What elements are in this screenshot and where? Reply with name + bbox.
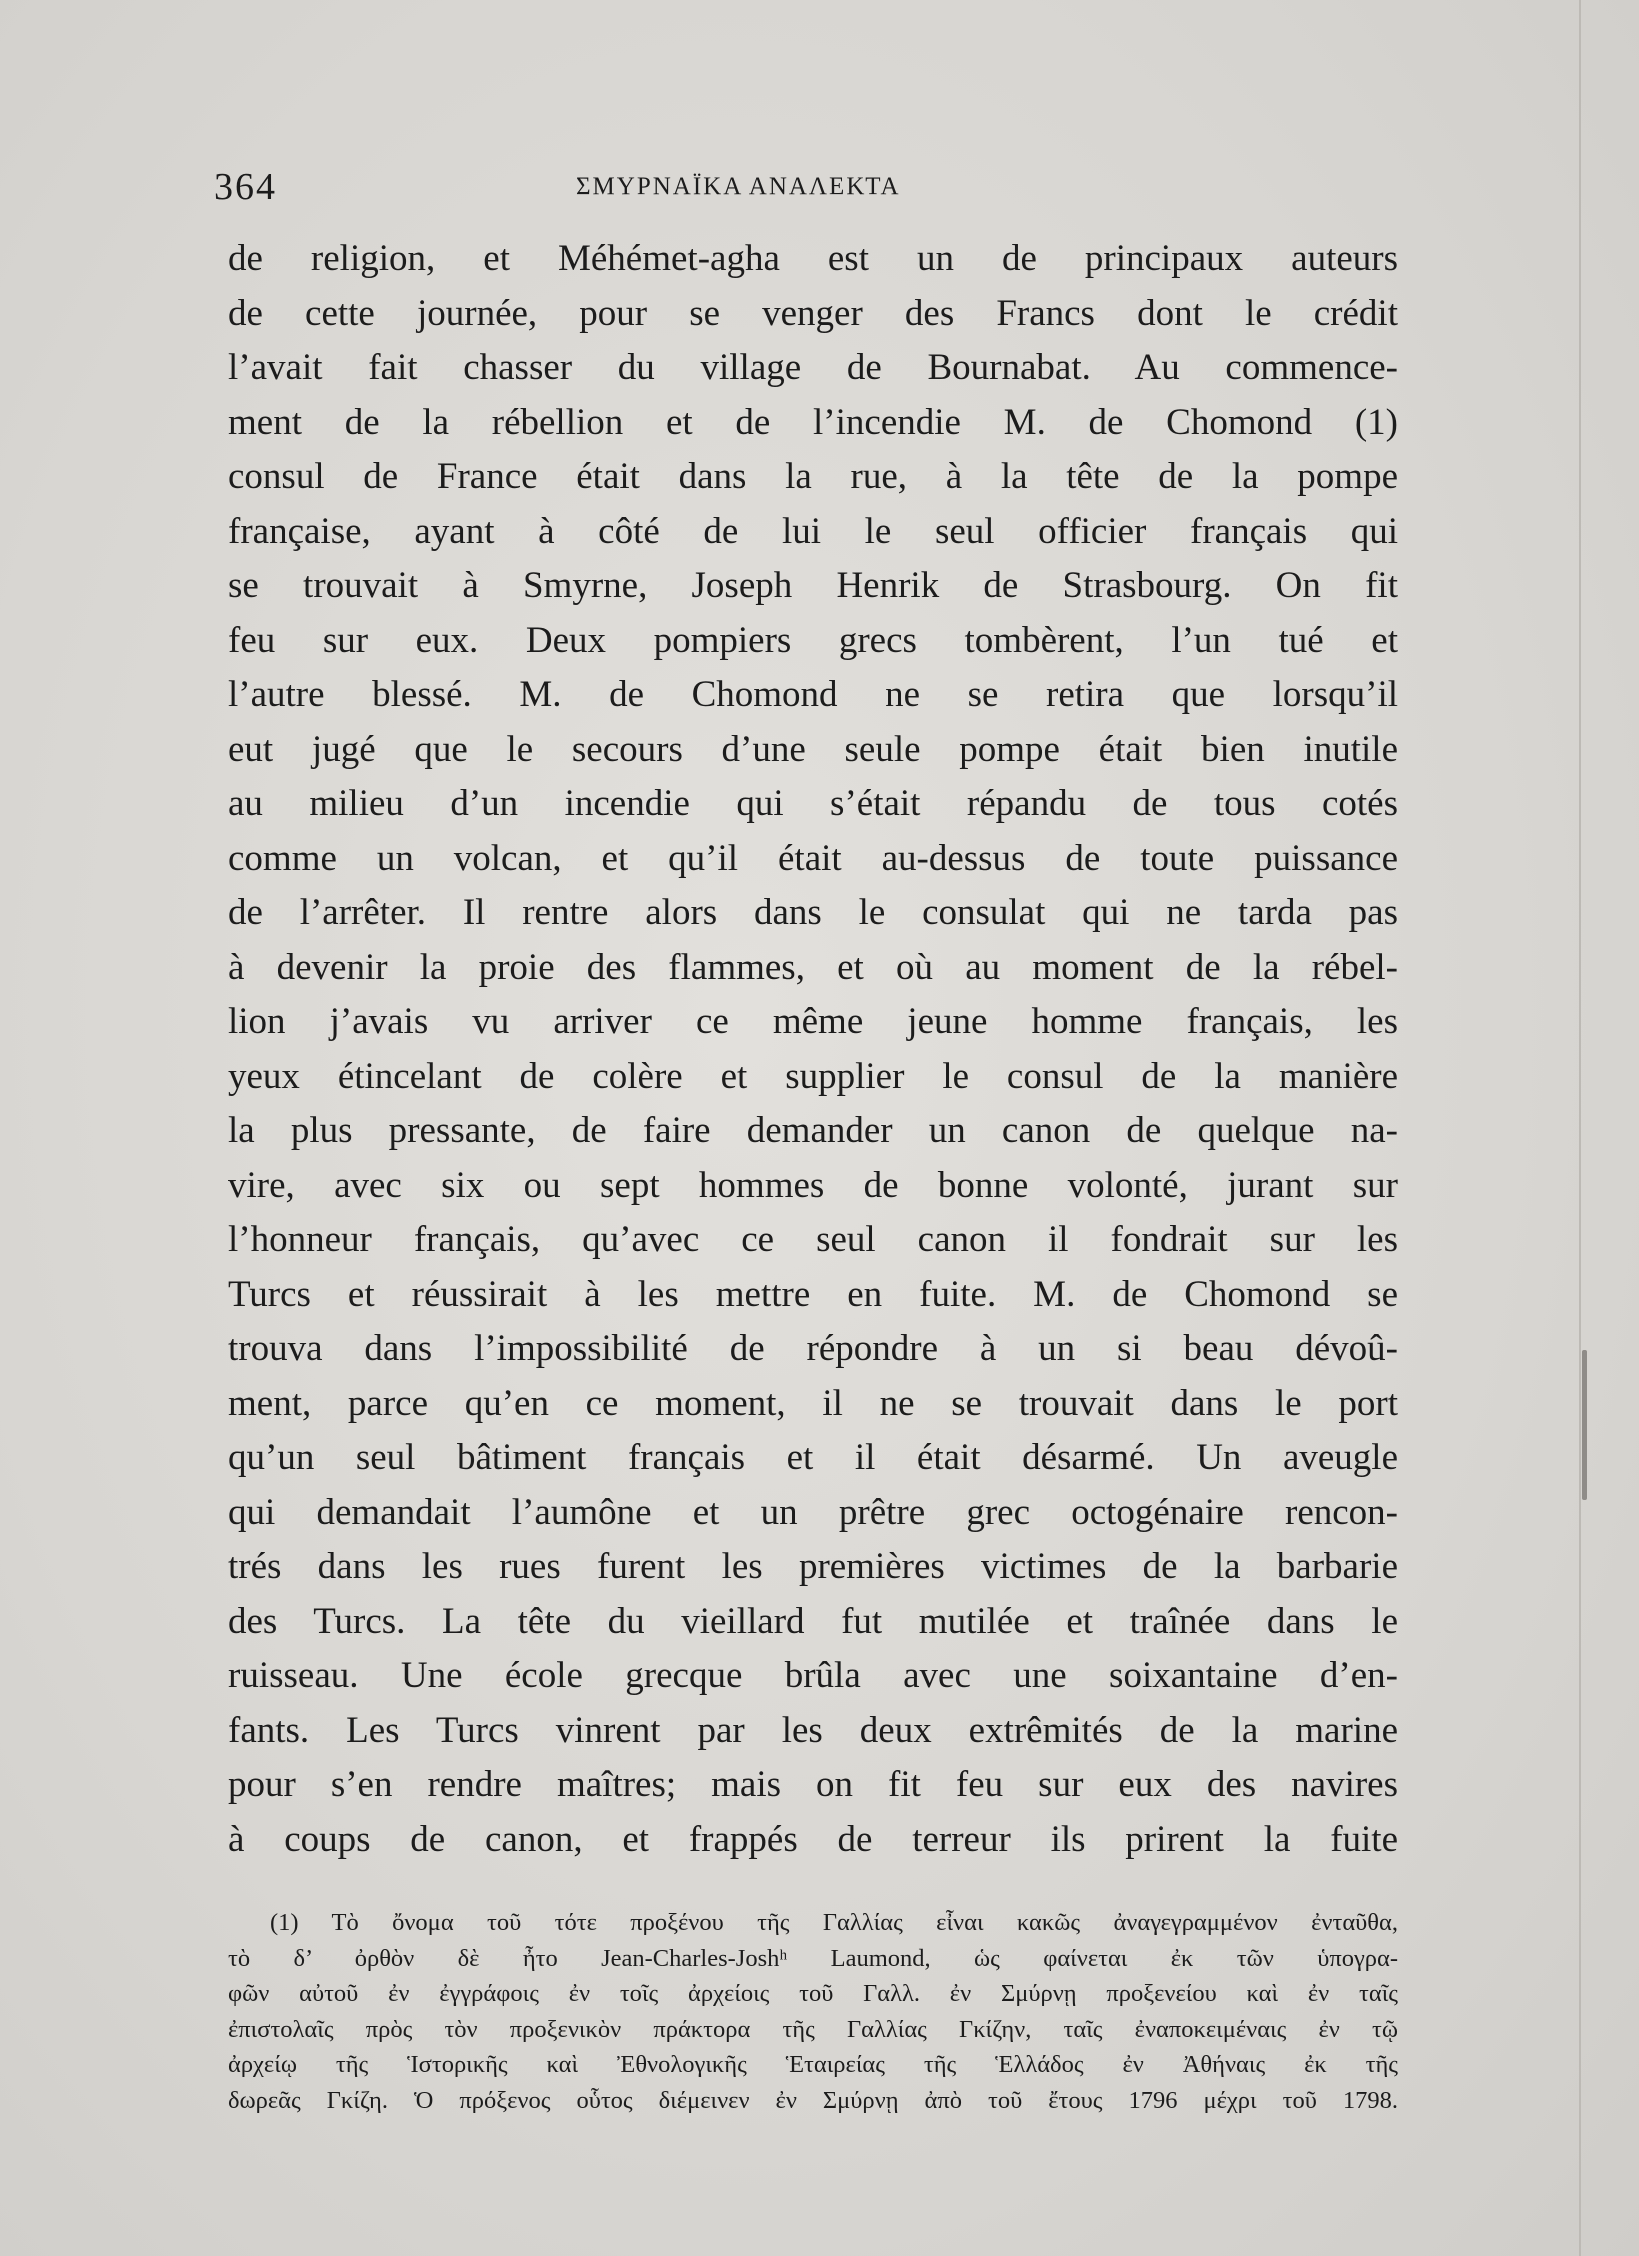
body-line: fants. Les Turcs vinrent par les deux extrêmités de la marine <box>228 1709 1398 1751</box>
body-line: l’autre blessé. M. de Chomond ne se retira que lorsqu’il <box>228 674 1398 715</box>
body-line: de cette journée, pour se venger des Francs dont le crédit <box>228 292 1398 334</box>
body-line: trouva dans l’impossibilité de répondre à un si beau dévoû- <box>228 1328 1398 1369</box>
body-line: trés dans les rues furent les premières victimes de la barbarie <box>228 1546 1398 1587</box>
body-line: feu sur eux. Deux pompiers grecs tombèrent, l’un tué et <box>228 619 1398 661</box>
body-line: pour s’en rendre maîtres; mais on fit feu sur eux des navires <box>228 1764 1398 1805</box>
body-line: de religion, et Méhémet-agha est un de principaux auteurs <box>228 238 1398 279</box>
footnote-line: ἐπιστολαῖς πρὸς τὸν προξενικὸν πράκτορα τῆς Γαλλίας Γκίζην, ταῖς ἐναποκειμέναις ἐν τῷ <box>228 2015 1398 2043</box>
body-line: à coups de canon, et frappés de terreur ils prirent la fuite <box>228 1818 1398 1860</box>
page-header <box>214 165 1404 215</box>
body-line: française, ayant à côté de lui le seul officier français qui <box>228 510 1398 552</box>
body-line: la plus pressante, de faire demander un canon de quelque na- <box>228 1110 1398 1151</box>
binding-mark <box>1582 1350 1587 1500</box>
body-line: ruisseau. Une école grecque brûla avec une soixantaine d’en- <box>228 1655 1398 1696</box>
footnote-line: δωρεᾶς Γκίζη. Ὁ πρόξενος οὗτος διέμεινεν ἐν Σμύρνῃ ἀπὸ τοῦ ἔτους 1796 μέχρι τοῦ 1798. <box>228 2086 1398 2114</box>
body-text <box>228 232 1398 1867</box>
body-line: de l’arrêter. Il rentre alors dans le consulat qui ne tarda pas <box>228 892 1398 933</box>
footnote-line: (1) Τὸ ὄνομα τοῦ τότε προξένου τῆς Γαλλίας εἶναι κακῶς ἀναγεγραμμένον ἐνταῦθα, <box>270 1909 1398 1936</box>
body-line: yeux étincelant de colère et supplier le consul de la manière <box>228 1055 1398 1097</box>
body-line: l’avait fait chasser du village de Bournabat. Au commence- <box>228 347 1398 388</box>
footnote-line: τὸ δ’ ὀρθὸν δὲ ἦτο Jean-Charles-Joshʰ Laumond, ὡς φαίνεται ἐκ τῶν ὑπογρα- <box>228 1944 1398 1972</box>
body-line: qui demandait l’aumône et un prêtre grec octogénaire rencon- <box>228 1491 1398 1533</box>
body-line: comme un volcan, et qu’il était au-dessus de toute puissance <box>228 837 1398 879</box>
footnotes <box>228 1905 1398 2118</box>
running-title: ΣΜΥΡΝΑΪΚΑ ΑΝΑΛΕΚΤΑ <box>576 173 901 200</box>
body-line: ment de la rébellion et de l’incendie M. de Chomond (1) <box>228 401 1398 443</box>
page-number: 364 <box>214 166 277 208</box>
body-line: se trouvait à Smyrne, Joseph Henrik de Strasbourg. On fit <box>228 565 1398 606</box>
body-line: vire, avec six ou sept hommes de bonne volonté, jurant sur <box>228 1164 1398 1206</box>
footnote-line: ἀρχείῳ τῆς Ἱστορικῆς καὶ Ἐθνολογικῆς Ἑταιρείας τῆς Ἑλλάδος ἐν Ἀθήναις ἐκ τῆς <box>228 2051 1398 2078</box>
body-line: ment, parce qu’en ce moment, il ne se trouvait dans le port <box>228 1382 1398 1424</box>
body-line: des Turcs. La tête du vieillard fut mutilée et traînée dans le <box>228 1600 1398 1642</box>
body-line: eut jugé que le secours d’une seule pompe était bien inutile <box>228 728 1398 770</box>
body-line: qu’un seul bâtiment français et il était désarmé. Un aveugle <box>228 1437 1398 1478</box>
body-line: lion j’avais vu arriver ce même jeune homme français, les <box>228 1001 1398 1042</box>
body-line: Turcs et réussirait à les mettre en fuite. M. de Chomond se <box>228 1273 1398 1315</box>
body-line: au milieu d’un incendie qui s’était répandu de tous cotés <box>228 783 1398 824</box>
body-line: l’honneur français, qu’avec ce seul canon il fondrait sur les <box>228 1219 1398 1260</box>
body-line: à devenir la proie des flammes, et où au moment de la rébel- <box>228 946 1398 988</box>
footnote-line: φῶν αὐτοῦ ἐν ἐγγράφοις ἐν τοῖς ἀρχείοις τοῦ Γαλλ. ἐν Σμύρνῃ προξενείου καὶ ἐν ταῖς <box>228 1980 1398 2007</box>
page-edge-line <box>1579 0 1581 2256</box>
body-line: consul de France était dans la rue, à la tête de la pompe <box>228 456 1398 497</box>
